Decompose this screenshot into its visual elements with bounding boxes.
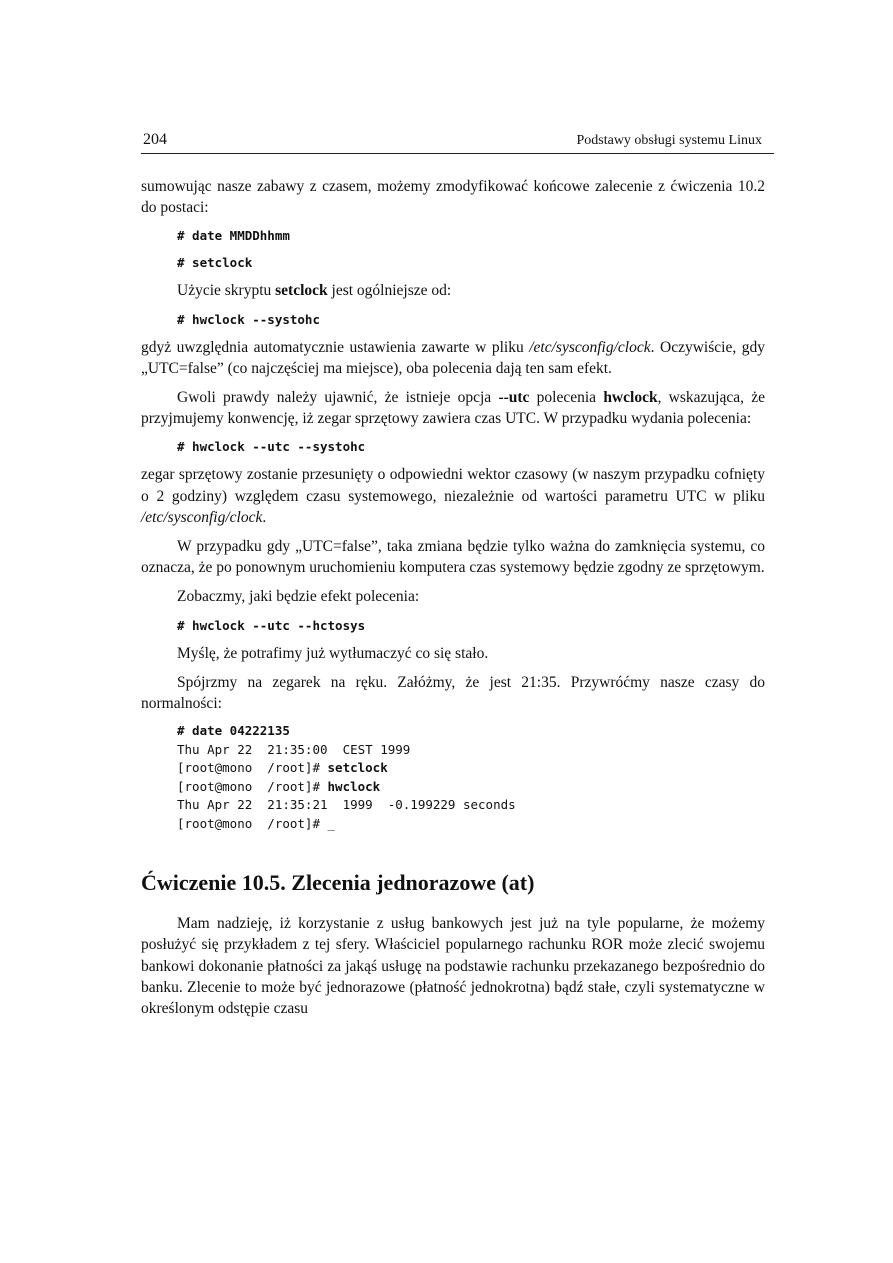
- terminal-line: [root@mono /root]# setclock: [177, 760, 388, 776]
- paragraph: W przypadku gdy „UTC=false”, taka zmiana będzie tylko ważna do zamknięcia systemu, co oznacza, że po ponownym uruchomieniu komputera czas systemowy będzie zgodny ze sprzętowym.: [141, 538, 765, 577]
- page-header: [141, 131, 774, 154]
- inline-option: --utc: [498, 389, 530, 407]
- paragraph: Zobaczmy, jaki będzie efekt polecenia:: [177, 588, 420, 606]
- command-line: # date MMDDhhmm: [177, 228, 290, 244]
- paragraph: zegar sprzętowy zostanie przesunięty o odpowiedni wektor czasowy (w naszym przypadku cofnięty o 2 godziny) względem czasu systemowego, niezależnie od wartości parametru UTC w pliku /etc/sysconfig/clock.: [141, 466, 765, 526]
- terminal-line: Thu Apr 22 21:35:21 1999 -0.199229 seconds: [177, 797, 516, 813]
- terminal-line: [root@mono /root]# hwclock: [177, 778, 381, 794]
- paragraph: Mam nadzieję, iż korzystanie z usług bankowych jest już na tyle popularne, że możemy posłużyć się przykładem z tej sfery. Właściciel popularnego rachunku ROR może zlecić swojemu bankowi dokonanie płatności za jakąś usługę na podstawie rachunku przekazanego bezpośrednio do banku. Zlecenie to może być jednorazowe (płatność jednokrotna) bądź stałe, czyli systematyczne w określonym odstępie czasu: [141, 915, 765, 1018]
- terminal-line: [root@mono /root]# _: [177, 815, 336, 831]
- inline-command: setclock: [275, 282, 328, 300]
- paragraph: gdyż uwzględnia automatycznie ustawienia zawarte w pliku /etc/sysconfig/clock. Oczywiście, gdy „UTC=false” (co najczęściej ma miejsce), oba polecenia dają ten sam efekt.: [141, 338, 765, 377]
- section-heading: Ćwiczenie 10.5. Zlecenia jednorazowe (at): [141, 870, 535, 896]
- paragraph: Gwoli prawdy należy ujawnić, że istnieje opcja --utc polecenia hwclock, wskazująca, że przyjmujemy konwencję, iż zegar sprzętowy zawiera czas UTC. W przypadku wydania polecenia:: [141, 389, 765, 428]
- file-path: /etc/sysconfig/clock: [141, 508, 263, 526]
- command-line: # hwclock --systohc: [177, 311, 320, 327]
- file-path: /etc/sysconfig/clock: [529, 338, 651, 356]
- page-body: [141, 176, 765, 1027]
- command-line: # hwclock --utc --hctosys: [177, 617, 366, 633]
- paragraph: Myślę, że potrafimy już wytłumaczyć co się stało.: [177, 644, 489, 662]
- command-line: # hwclock --utc --systohc: [177, 439, 366, 455]
- terminal-output: [177, 722, 765, 833]
- inline-command: hwclock: [603, 389, 658, 407]
- terminal-line: # date 04222135: [177, 723, 290, 739]
- paragraph: Użycie skryptu setclock jest ogólniejsze od:: [177, 282, 452, 300]
- paragraph: sumowując nasze zabawy z czasem, możemy zmodyfikować końcowe zalecenie z ćwiczenia 10.2 do postaci:: [141, 178, 765, 217]
- terminal-line: Thu Apr 22 21:35:00 CEST 1999: [177, 741, 411, 757]
- paragraph: Spójrzmy na zegarek na ręku. Załóżmy, że jest 21:35. Przywróćmy nasze czasy do normalności:: [141, 673, 765, 713]
- running-head: Podstawy obsługi systemu Linux: [576, 133, 762, 148]
- command-line: # setclock: [177, 255, 253, 271]
- page-number: 204: [143, 131, 167, 148]
